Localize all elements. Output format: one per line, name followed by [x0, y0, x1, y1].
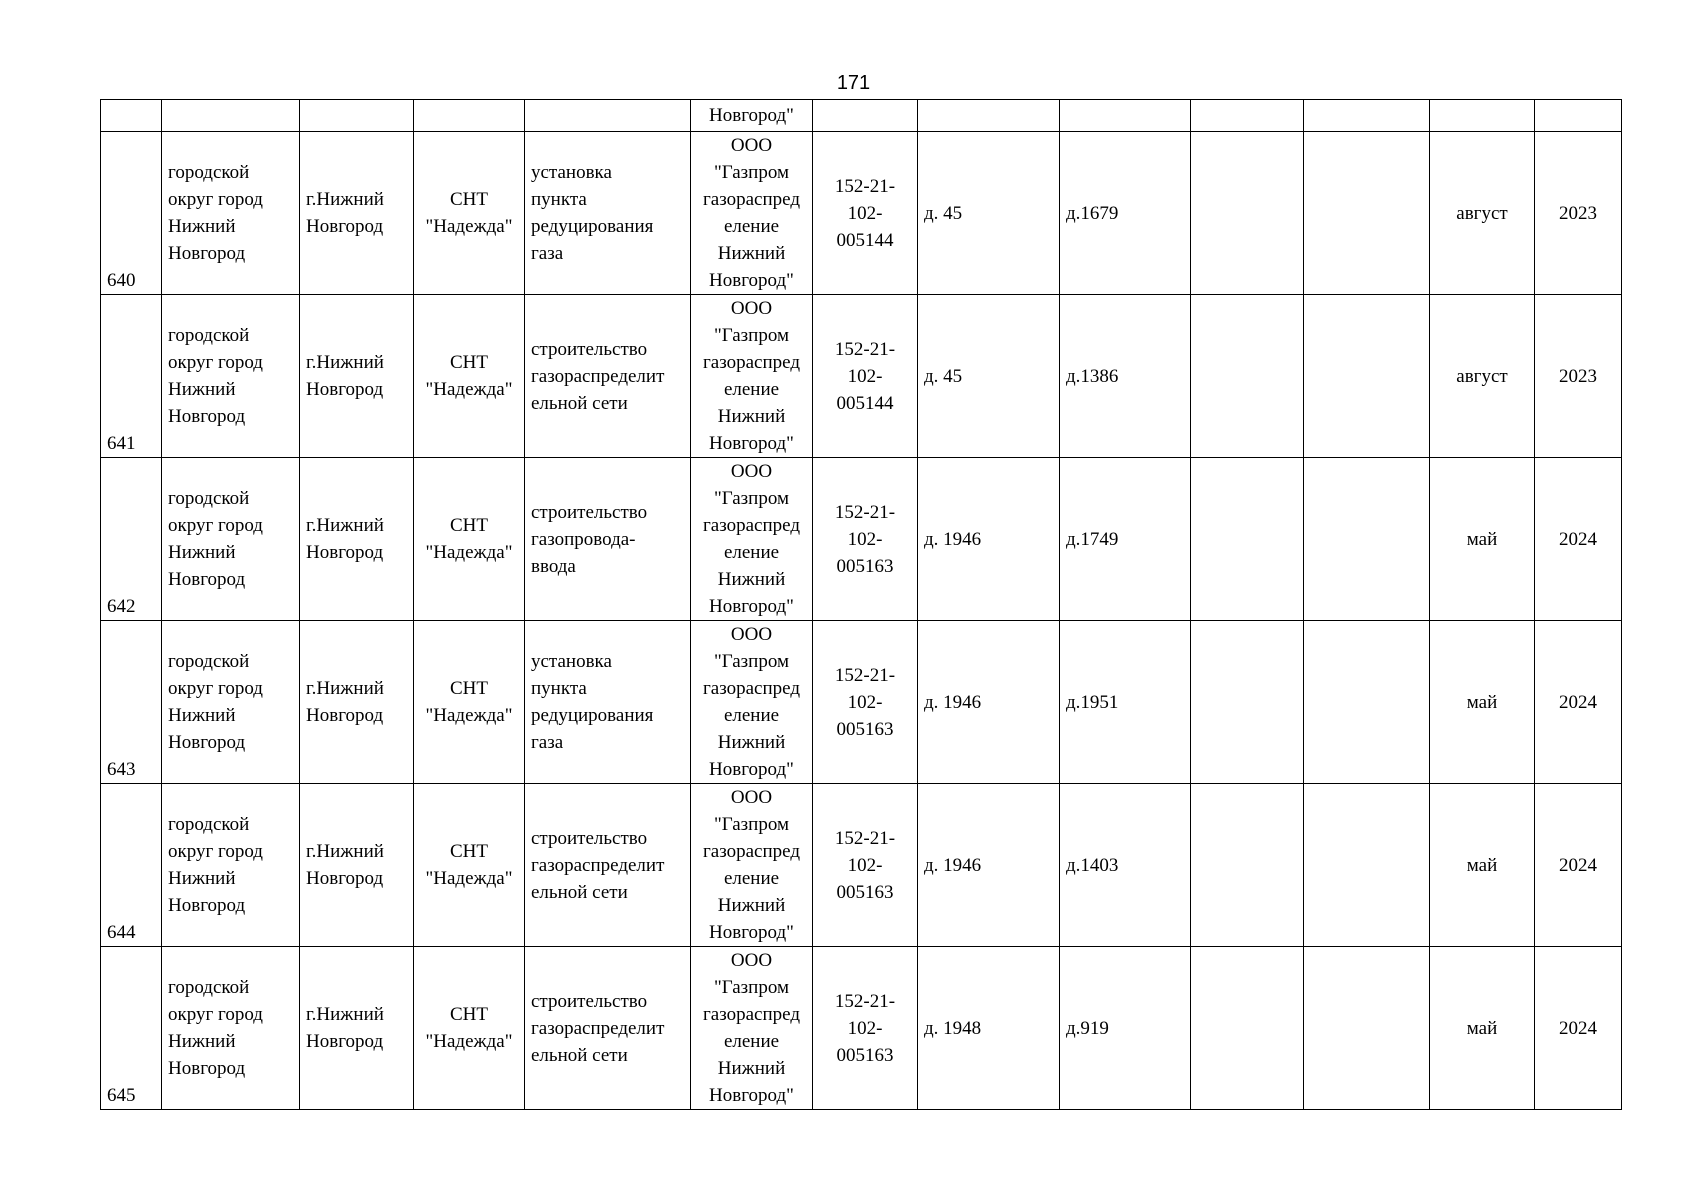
code-cell: 152-21- 102- 005163 [813, 621, 918, 784]
code-cell: 152-21- 102- 005144 [813, 295, 918, 458]
district-cell: городской округ город Нижний Новгород [162, 132, 300, 295]
empty-cell [1304, 621, 1430, 784]
city-cell: г.Нижний Новгород [300, 947, 414, 1110]
month-cell: май [1430, 947, 1535, 1110]
district-cell: городской округ город Нижний Новгород [162, 458, 300, 621]
from-cell: д. 45 [918, 132, 1060, 295]
page-number: 171 [836, 72, 871, 94]
organization-cell: ООО "Газпром газораспред еление Нижний Новгород" [691, 947, 813, 1110]
empty-cell [1191, 132, 1304, 295]
year-cell: 2023 [1535, 295, 1622, 458]
city-cell: г.Нижний Новгород [300, 621, 414, 784]
city-cell: г.Нижний Новгород [300, 295, 414, 458]
from-cell: д. 1946 [918, 621, 1060, 784]
snt-cell: СНТ "Надежда" [414, 784, 525, 947]
month-cell: август [1430, 132, 1535, 295]
work-cell: строительство газопровода- ввода [525, 458, 691, 621]
continuation-row [101, 100, 1622, 132]
from-cell: д. 1946 [918, 458, 1060, 621]
from-cell: д. 1946 [918, 784, 1060, 947]
to-cell: д.1403 [1060, 784, 1191, 947]
work-cell: строительство газораспределит ельной сети [525, 295, 691, 458]
work-cell: установка пункта редуцирования газа [525, 132, 691, 295]
empty-cell [1304, 132, 1430, 295]
district-cell: городской округ город Нижний Новгород [162, 295, 300, 458]
city-cell: г.Нижний Новгород [300, 458, 414, 621]
year-cell: 2023 [1535, 132, 1622, 295]
row-number: 644 [101, 784, 162, 947]
snt-cell: СНТ "Надежда" [414, 132, 525, 295]
table-row [101, 458, 1622, 621]
month-cell: август [1430, 295, 1535, 458]
empty-cell [1191, 458, 1304, 621]
district-cell: городской округ город Нижний Новгород [162, 621, 300, 784]
gasification-table [100, 99, 1622, 1110]
row-number: 643 [101, 621, 162, 784]
code-cell: 152-21- 102- 005163 [813, 784, 918, 947]
city-cell: г.Нижний Новгород [300, 132, 414, 295]
from-cell: д. 45 [918, 295, 1060, 458]
to-cell: д.919 [1060, 947, 1191, 1110]
month-cell: май [1430, 784, 1535, 947]
row-number: 642 [101, 458, 162, 621]
empty-cell [1304, 295, 1430, 458]
code-cell: 152-21- 102- 005163 [813, 458, 918, 621]
empty-cell [1191, 784, 1304, 947]
row-number: 640 [101, 132, 162, 295]
work-cell: строительство газораспределит ельной сети [525, 784, 691, 947]
table-row [101, 132, 1622, 295]
code-cell: 152-21- 102- 005144 [813, 132, 918, 295]
snt-cell: СНТ "Надежда" [414, 295, 525, 458]
empty-cell [1191, 947, 1304, 1110]
district-cell: городской округ город Нижний Новгород [162, 784, 300, 947]
month-cell: май [1430, 621, 1535, 784]
year-cell: 2024 [1535, 621, 1622, 784]
org-continuation: Новгород" [691, 100, 813, 132]
organization-cell: ООО "Газпром газораспред еление Нижний Новгород" [691, 784, 813, 947]
empty-cell [1191, 621, 1304, 784]
table-row [101, 784, 1622, 947]
row-number: 645 [101, 947, 162, 1110]
code-cell: 152-21- 102- 005163 [813, 947, 918, 1110]
table-row [101, 947, 1622, 1110]
city-cell: г.Нижний Новгород [300, 784, 414, 947]
organization-cell: ООО "Газпром газораспред еление Нижний Новгород" [691, 458, 813, 621]
year-cell: 2024 [1535, 458, 1622, 621]
organization-cell: ООО "Газпром газораспред еление Нижний Новгород" [691, 621, 813, 784]
from-cell: д. 1948 [918, 947, 1060, 1110]
month-cell: май [1430, 458, 1535, 621]
to-cell: д.1679 [1060, 132, 1191, 295]
table-row [101, 621, 1622, 784]
empty-cell [1304, 784, 1430, 947]
empty-cell [1191, 295, 1304, 458]
snt-cell: СНТ "Надежда" [414, 621, 525, 784]
row-number: 641 [101, 295, 162, 458]
snt-cell: СНТ "Надежда" [414, 947, 525, 1110]
to-cell: д.1951 [1060, 621, 1191, 784]
year-cell: 2024 [1535, 947, 1622, 1110]
work-cell: установка пункта редуцирования газа [525, 621, 691, 784]
to-cell: д.1749 [1060, 458, 1191, 621]
organization-cell: ООО "Газпром газораспред еление Нижний Новгород" [691, 132, 813, 295]
to-cell: д.1386 [1060, 295, 1191, 458]
year-cell: 2024 [1535, 784, 1622, 947]
empty-cell [1304, 947, 1430, 1110]
work-cell: строительство газораспределит ельной сети [525, 947, 691, 1110]
table-row [101, 295, 1622, 458]
empty-cell [1304, 458, 1430, 621]
organization-cell: ООО "Газпром газораспред еление Нижний Новгород" [691, 295, 813, 458]
district-cell: городской округ город Нижний Новгород [162, 947, 300, 1110]
snt-cell: СНТ "Надежда" [414, 458, 525, 621]
